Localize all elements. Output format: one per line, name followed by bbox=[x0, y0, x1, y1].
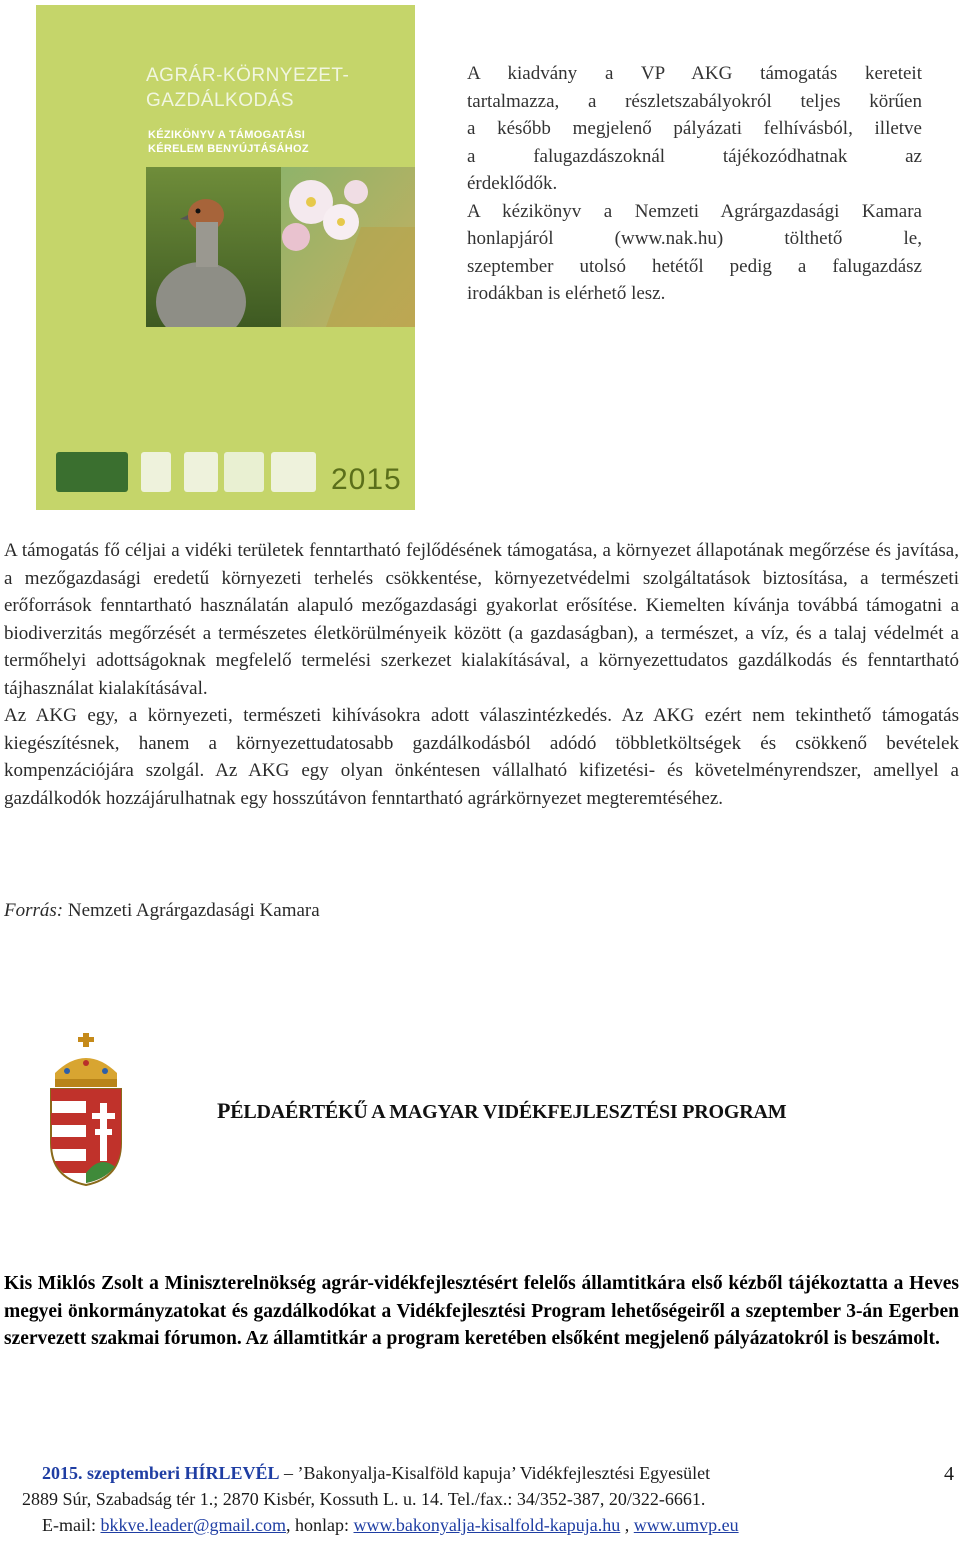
cover-title-line2: GAZDÁLKODÁS bbox=[146, 90, 295, 111]
mvh-logo bbox=[224, 452, 264, 492]
intro-line: tartalmazza, a részletszabályokról teljes körűen bbox=[467, 90, 922, 112]
cover-year: 2015 bbox=[331, 463, 402, 496]
cover-title-line1: AGRÁR-KÖRNYEZET- bbox=[146, 65, 350, 86]
page-number: 4 bbox=[944, 1463, 954, 1485]
news-paragraph: Kis Miklós Zsolt a Miniszterelnökség agrár-vidékfejlesztésért felelős államtitkára első kézből tájékoztatta a Heves megyei önkormányzatokat és gazdálkodókat a Vidékfejlesztési Program lehetőségeiről a szeptember 3-án Egerben szervezett szakmai fórumon. Az államtitkár a program keretében elsőként megjelenő pályázatokról is beszámolt. bbox=[4, 1273, 959, 1349]
footer-line-newsletter bbox=[42, 1460, 710, 1486]
source-line bbox=[4, 897, 320, 924]
footer-org: ’Bakonyalja-Kisalföld kapuja’ Vidékfejlesztési Egyesület bbox=[297, 1463, 711, 1483]
program-title bbox=[217, 1098, 786, 1124]
footer-umvp-link[interactable]: www.umvp.eu bbox=[633, 1515, 739, 1535]
program-title-initial: P bbox=[217, 1098, 231, 1123]
cover-subtitle-line2: KÉRELEM BENYÚJTÁSÁHOZ bbox=[148, 143, 309, 155]
article-paragraph-akg: Az AKG egy, a környezeti, természeti kihívásokra adott válaszintézkedés. Az AKG ezért nem tekinthető támogatás kiegészítésnek, hanem a környezettudatosabb gazdálkodásból adódó többletköltségek és csökkenő bevételek kompenzációjára szolgál. Az AKG egy olyan önkéntesen vállalható kifizetési- és követelményrendszer, amellyel a gazdálkodók hozzájárulhatnak egy hosszútávon fenntartható agrárkörnyezet megteremtéséhez. bbox=[4, 705, 959, 809]
footer-newsletter: 2015. szeptemberi HÍRLEVÉL bbox=[42, 1463, 280, 1483]
source-label: Forrás: bbox=[4, 900, 64, 921]
footer-dash: – bbox=[284, 1463, 293, 1483]
footer-email-link[interactable]: bkkve.leader@gmail.com bbox=[100, 1515, 286, 1535]
program-title-rest: ÉLDAÉRTÉKŰ A MAGYAR VIDÉKFEJLESZTÉSI PROGRAM bbox=[230, 1101, 787, 1123]
footer-sep: , bbox=[624, 1515, 630, 1535]
cover-subtitle-line1: KÉZIKÖNYV A TÁMOGATÁSI bbox=[148, 129, 306, 141]
news-block bbox=[4, 1270, 959, 1353]
footer-line-contact bbox=[42, 1512, 739, 1538]
intro-line: A kézikönyv a Nemzeti Agrárgazdasági Kamara bbox=[467, 200, 922, 222]
intro-line: a később megjelenő pályázati felhívásból, illetve bbox=[467, 118, 922, 139]
intro-line: érdeklődők. bbox=[467, 173, 558, 194]
cover-logo-strip bbox=[56, 452, 326, 497]
nebih-logo bbox=[271, 452, 316, 492]
footer-sep: , bbox=[286, 1515, 291, 1535]
cover-photo-partridge-blossoms bbox=[146, 167, 415, 327]
nak-logo bbox=[56, 452, 128, 492]
intro-line: a falugazdászoknál tájékozódhatnak az bbox=[467, 145, 922, 167]
footer-email-label: E-mail: bbox=[42, 1515, 96, 1535]
book-cover-image bbox=[36, 5, 415, 510]
footer-address: 2889 Súr, Szabadság tér 1.; 2870 Kisbér, Kossuth L. u. 14. Tel./fax.: 34/352-387, 20/322-6661. bbox=[22, 1489, 706, 1509]
ministry-logo bbox=[141, 452, 171, 492]
intro-line: szeptember utolsó hetétől pedig a falugazdász bbox=[467, 255, 922, 277]
cover-title bbox=[146, 63, 406, 113]
source-value: Nemzeti Agrárgazdasági Kamara bbox=[67, 900, 320, 921]
article-paragraph-goals: A támogatás fő céljai a vidéki területek fenntartható fejlődésének támogatása, a környezet állapotának megőrzése és javítása, a mezőgazdasági eredetű környezeti terhelés csökkentése, környezetvédelmi szolgáltatások biztosítása, a természeti erőforrások fenntartható használatán alapuló mezőgazdasági gyakorlat erősítése. Kiemelten kívánja továbbá támogatni a biodiverzitás megőrzését a természetes életkörülményeik között (a gazdaságban), a természet, a víz, és a talaj védelmét a termőhelyi adottságoknak megfelelő termelési szerkezet kialakításával, a környezettudatos gazdálkodás és fenntartható tájhasználat kialakításával. bbox=[4, 540, 959, 699]
intro-paragraph bbox=[467, 60, 922, 308]
agriculture-ministry-logo bbox=[184, 452, 218, 492]
footer-website-link[interactable]: www.bakonyalja-kisalfold-kapuja.hu bbox=[353, 1515, 621, 1535]
hungarian-coat-of-arms-icon bbox=[45, 1033, 127, 1188]
intro-line: honlapjáról (www.nak.hu) tölthető le, bbox=[467, 228, 922, 249]
cover-subtitle bbox=[148, 128, 388, 156]
intro-line: irodákban is elérhető lesz. bbox=[467, 283, 666, 304]
footer-web-label: honlap: bbox=[295, 1515, 349, 1535]
article-body bbox=[4, 537, 959, 812]
intro-line: A kiadvány a VP AKG támogatás kereteit bbox=[467, 63, 922, 84]
